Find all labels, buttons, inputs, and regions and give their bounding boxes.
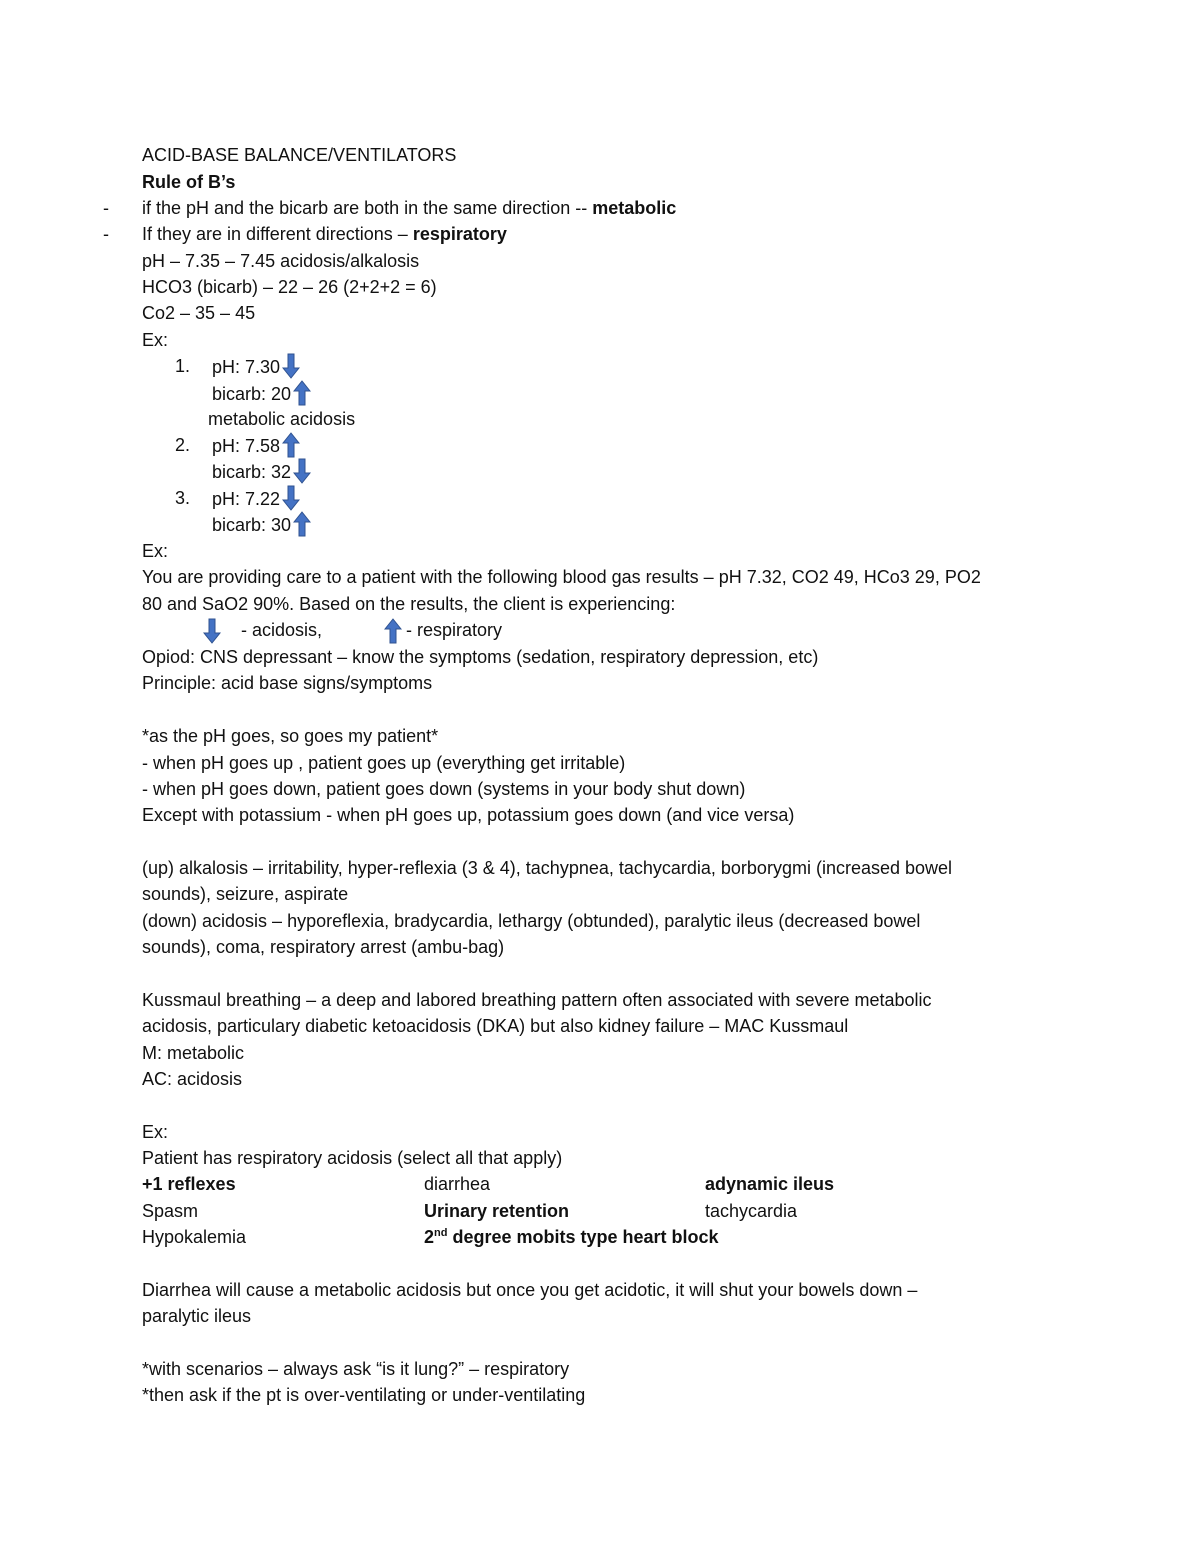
example-number: 1. <box>175 356 191 376</box>
scenario-answer-respiratory: - respiratory <box>406 620 503 640</box>
arrow-up-icon <box>293 511 311 537</box>
example-number: 2. <box>175 435 191 455</box>
ex-label: Ex: <box>142 330 169 350</box>
ph-down-rule: - when pH goes down, patient goes down (systems in your body shut down) <box>142 779 746 799</box>
example-ph: pH: 7.58 <box>212 432 300 459</box>
kussmaul-line: Kussmaul breathing – a deep and labored breathing pattern often associated with severe metabolic <box>142 990 932 1010</box>
acidosis-line: (down) acidosis – hyporeflexia, bradycardia, lethargy (obtunded), paralytic ileus (decreased bowel <box>142 911 921 931</box>
acidosis-line: sounds), coma, respiratory arrest (ambu-bag) <box>142 937 505 957</box>
option: Hypokalemia <box>142 1227 247 1247</box>
example-ph: pH: 7.22 <box>212 485 300 512</box>
mnemonic-ac: AC: acidosis <box>142 1069 243 1089</box>
alkalosis-line: sounds), seizure, aspirate <box>142 884 349 904</box>
scenario-line: 80 and SaO2 90%. Based on the results, the client is experiencing: <box>142 594 676 614</box>
bullet-respiratory <box>142 221 507 247</box>
example-bicarb: bicarb: 20 <box>212 380 311 407</box>
page-title: ACID-BASE BALANCE/VENTILATORS <box>142 145 457 165</box>
principle-line: Principle: acid base signs/symptoms <box>142 673 433 693</box>
option: Urinary retention <box>424 1201 570 1221</box>
bullet-text: If they are in different directions – <box>142 224 413 244</box>
option: diarrhea <box>424 1174 491 1194</box>
ph-motto: *as the pH goes, so goes my patient* <box>142 726 439 746</box>
arrow-down-icon <box>203 618 221 644</box>
opioid-line: Opiod: CNS depressant – know the symptoms (sedation, respiratory depression, etc) <box>142 647 819 667</box>
ex-label: Ex: <box>142 1122 169 1142</box>
example-ph: pH: 7.30 <box>212 353 300 380</box>
mnemonic-m: M: metabolic <box>142 1043 245 1063</box>
hco3-range: HCO3 (bicarb) – 22 – 26 (2+2+2 = 6) <box>142 277 437 297</box>
bullet-metabolic <box>142 195 676 221</box>
example-bicarb: bicarb: 30 <box>212 511 311 538</box>
example-bicarb: bicarb: 32 <box>212 458 311 485</box>
example-number: 3. <box>175 488 191 508</box>
tip-line: *with scenarios – always ask “is it lung?” – respiratory <box>142 1359 570 1379</box>
bullet-text: if the pH and the bicarb are both in the same direction -- <box>142 198 593 218</box>
scenario-answer-acidosis: - acidosis, <box>241 620 323 640</box>
bullet-bold: metabolic <box>592 198 677 218</box>
bullet-dash: - <box>103 224 109 244</box>
potassium-exception: Except with potassium - when pH goes up, potassium goes down (and vice versa) <box>142 805 795 825</box>
arrow-down-icon <box>282 485 300 511</box>
ex-label: Ex: <box>142 541 169 561</box>
option: +1 reflexes <box>142 1174 236 1194</box>
option: Spasm <box>142 1201 199 1221</box>
bullet-dash: - <box>103 198 109 218</box>
option: adynamic ileus <box>705 1174 835 1194</box>
arrow-up-icon <box>384 618 402 644</box>
example-note: metabolic acidosis <box>208 409 356 429</box>
option-heart-block: 2nd degree mobits type heart block <box>424 1227 719 1247</box>
ph-up-rule: - when pH goes up , patient goes up (everything get irritable) <box>142 753 626 773</box>
ph-range: pH – 7.35 – 7.45 acidosis/alkalosis <box>142 251 420 271</box>
bullet-bold: respiratory <box>412 224 507 244</box>
arrow-down-icon <box>293 458 311 484</box>
diarrhea-line: Diarrhea will cause a metabolic acidosis but once you get acidotic, it will shut your bowels down – <box>142 1280 918 1300</box>
option: tachycardia <box>705 1201 798 1221</box>
co2-range: Co2 – 35 – 45 <box>142 303 256 323</box>
arrow-down-icon <box>282 353 300 379</box>
alkalosis-line: (up) alkalosis – irritability, hyper-reflexia (3 & 4), tachypnea, tachycardia, borborygmi (increased bowel <box>142 858 953 878</box>
arrow-up-icon <box>282 432 300 458</box>
kussmaul-line: acidosis, particulary diabetic ketoacidosis (DKA) but also kidney failure – MAC Kussmaul <box>142 1016 849 1036</box>
rule-heading: Rule of B’s <box>142 172 236 192</box>
tip-line: *then ask if the pt is over-ventilating or under-ventilating <box>142 1385 586 1405</box>
scenario-line: You are providing care to a patient with the following blood gas results – pH 7.32, CO2 49, HCo3 29, PO2 <box>142 567 981 587</box>
diarrhea-line: paralytic ileus <box>142 1306 252 1326</box>
arrow-up-icon <box>293 380 311 406</box>
question-prompt: Patient has respiratory acidosis (select all that apply) <box>142 1148 563 1168</box>
